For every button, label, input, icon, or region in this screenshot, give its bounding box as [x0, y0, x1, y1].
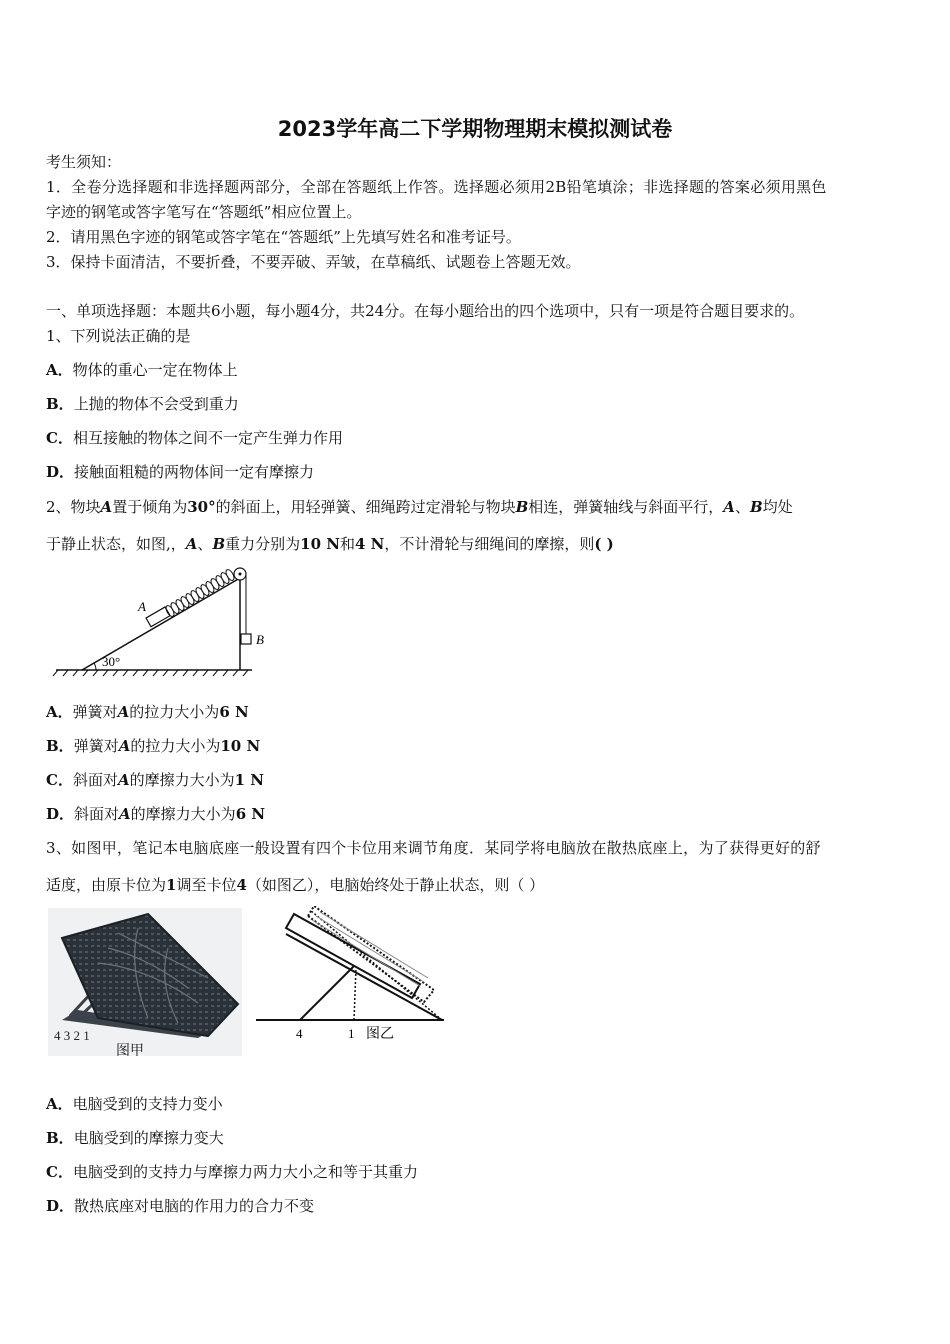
text: 、 — [734, 498, 750, 516]
text: ，不计滑轮与细绳间的摩擦，则 — [384, 535, 595, 553]
option-letter: C． — [46, 429, 73, 447]
support-leg-1-dotted — [354, 968, 356, 1020]
laptop-stand-photo — [48, 908, 242, 1056]
support-leg-4 — [300, 966, 354, 1020]
option-letter: A． — [46, 361, 73, 379]
text: 2、物块 — [46, 498, 101, 516]
page-title: 2023学年高二下学期物理期末模拟测试卷 — [277, 117, 673, 141]
option-value: 6 N — [235, 805, 266, 823]
option-text: 电脑受到的支持力与摩擦力两力大小之和等于其重力 — [72, 1163, 418, 1181]
text: 和 — [339, 535, 355, 553]
text: 均处 — [762, 498, 793, 516]
angle-label: 30° — [102, 654, 121, 669]
q1-option-b — [46, 394, 239, 414]
q1-option-d — [46, 462, 314, 482]
var-a: A — [100, 498, 113, 516]
text: 的斜面上，用轻弹簧、细绳跨过定滑轮与物块 — [215, 498, 516, 516]
position-1: 1 — [166, 876, 177, 894]
var-a: A — [117, 771, 130, 789]
var-b: B — [515, 498, 529, 516]
option-letter: A． — [46, 703, 73, 721]
option-letter: A． — [46, 1095, 73, 1113]
option-letter: C． — [46, 771, 73, 789]
notch-1-label: 1 — [348, 1026, 355, 1041]
option-text: 的摩擦力大小为 — [129, 771, 235, 789]
text: 置于倾角为 — [112, 498, 188, 516]
option-letter: B． — [46, 395, 74, 413]
text: 相连，弹簧轴线与斜面平行， — [528, 498, 724, 516]
laptop-stand-illustration — [48, 908, 242, 1056]
option-value: 6 N — [219, 703, 249, 721]
notice-item: 2．请用黑色字迹的钢笔或答字笔在“答题纸”上先填写姓名和准考证号。 — [46, 228, 521, 246]
var-a: A — [118, 737, 131, 755]
option-text: 的拉力大小为 — [130, 737, 221, 755]
question-2-stem-line2 — [46, 534, 614, 554]
option-text: 电脑受到的摩擦力变大 — [73, 1129, 224, 1147]
option-letter: D． — [46, 1197, 75, 1215]
q3-option-c — [46, 1162, 418, 1182]
text: 、 — [197, 535, 213, 553]
position-4: 4 — [236, 876, 247, 894]
var-a: A — [119, 805, 131, 823]
laptop-solid — [286, 914, 420, 998]
section-heading: 一、单项选择题：本题共6小题，每小题4分，共24分。在每小题给出的四个选项中，只有一项是符合题目要求的。 — [46, 302, 805, 320]
question-3-stem-line1: 3、如图甲，笔记本电脑底座一般设置有四个卡位用来调节角度．某同学将电脑放在散热底座上，为了获得更好的舒 — [46, 839, 821, 857]
option-text: 斜面对 — [74, 805, 120, 823]
notch-labels: 4 3 2 1 — [54, 1028, 90, 1043]
option-letter: D． — [46, 805, 75, 823]
q3-option-b — [46, 1128, 224, 1148]
pulley-axle — [239, 573, 242, 576]
option-text: 的拉力大小为 — [129, 703, 220, 721]
notch-4-label: 4 — [296, 1026, 303, 1041]
top-plate-dotted — [310, 910, 442, 1020]
option-value: 10 N — [220, 737, 261, 755]
option-text: 散热底座对电脑的作用力的合力不变 — [74, 1197, 315, 1215]
var-b: B — [212, 535, 226, 553]
notice-item: 3．保持卡面清洁，不要折叠，不要弄破、弄皱，在草稿纸、试题卷上答题无效。 — [46, 253, 581, 271]
figure-yi-caption: 图乙 — [366, 1025, 394, 1041]
option-letter: D． — [46, 463, 75, 481]
laptop-stand-side-diagram — [252, 906, 448, 1046]
text: 重力分别为 — [225, 535, 301, 553]
option-text: 电脑受到的支持力变小 — [72, 1095, 223, 1113]
incline-spring-pulley-diagram — [52, 566, 272, 680]
angle-value: 30° — [187, 498, 216, 516]
laptop-dotted — [308, 906, 434, 1002]
q3-option-d — [46, 1196, 314, 1216]
text: 于静止状态，如图,， — [46, 535, 186, 553]
q1-option-c — [46, 428, 343, 448]
q2-option-b — [46, 736, 260, 756]
option-value: 1 N — [234, 771, 264, 789]
q1-option-a — [46, 360, 238, 380]
var-b: B — [749, 498, 763, 516]
question-1-stem: 1、下列说法正确的是 — [46, 327, 191, 345]
spring — [164, 568, 235, 617]
option-text: 相互接触的物体之间不一定产生弹力作用 — [72, 429, 343, 447]
var-a: A — [723, 498, 735, 516]
angle-arc — [94, 663, 96, 670]
option-text: 斜面对 — [72, 771, 118, 789]
option-letter: C． — [46, 1163, 73, 1181]
text: （如图乙），电脑始终处于静止状态，则（ ） — [246, 876, 545, 894]
var-a: A — [185, 535, 198, 553]
weight-b: 4 N — [354, 535, 385, 553]
block-b-label: B — [256, 632, 264, 647]
q3-option-a — [46, 1094, 223, 1114]
text: 调至卡位 — [176, 876, 237, 894]
q2-option-d — [46, 804, 265, 824]
question-3-stem-line2 — [46, 875, 544, 895]
option-text: 接触面粗糙的两物体间一定有摩擦力 — [74, 463, 315, 481]
option-text: 上抛的物体不会受到重力 — [73, 395, 239, 413]
var-a: A — [117, 703, 130, 721]
question-2-stem-line1 — [46, 497, 793, 517]
option-text: 的摩擦力大小为 — [130, 805, 236, 823]
block-b — [241, 634, 251, 644]
notice-item: 字迹的钢笔或答字笔写在“答题纸”相应位置上。 — [46, 203, 362, 221]
option-text: 弹簧对 — [73, 737, 119, 755]
ground-hatching — [53, 670, 248, 676]
option-letter: B． — [46, 737, 74, 755]
weight-a: 10 N — [300, 535, 340, 553]
notice-item: 1．全卷分选择题和非选择题两部分，全部在答题纸上作答。选择题必须用2B铅笔填涂；非选择题的答案必须用黑色 — [46, 178, 827, 196]
q2-option-a — [46, 702, 249, 722]
option-letter: B． — [46, 1129, 74, 1147]
option-text: 弹簧对 — [72, 703, 118, 721]
text: 适度，由原卡位为 — [46, 876, 167, 894]
figure-jia-caption: 图甲 — [116, 1042, 144, 1056]
notice-heading: 考生须知： — [46, 153, 122, 171]
option-text: 物体的重心一定在物体上 — [72, 361, 238, 379]
q2-option-c — [46, 770, 264, 790]
answer-blank: ( ) — [594, 535, 614, 553]
top-plate-solid — [286, 934, 442, 1020]
block-a-label: A — [138, 599, 146, 614]
